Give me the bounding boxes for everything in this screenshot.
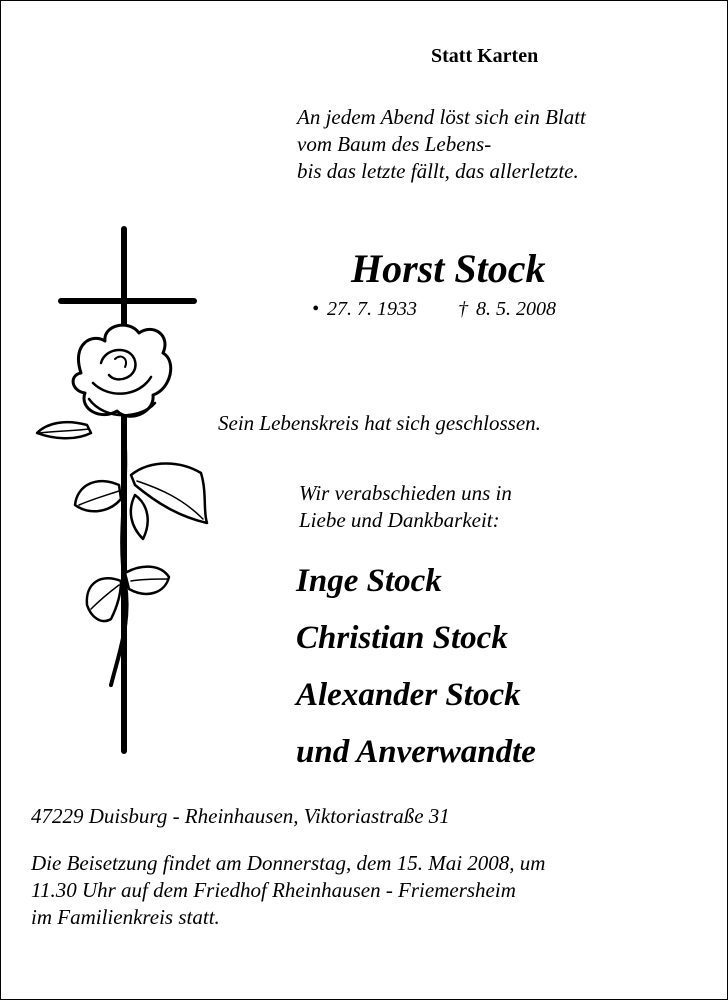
funeral-line: im Familienkreis statt. — [31, 905, 220, 929]
farewell-line: Liebe und Dankbarkeit: — [299, 508, 500, 532]
death-date-group — [453, 298, 556, 320]
farewell-text — [299, 480, 512, 534]
address: 47229 Duisburg - Rheinhausen, Viktoriastraße 31 — [31, 804, 450, 828]
birth-date: 27. 7. 1933 — [327, 298, 418, 320]
verse — [297, 104, 586, 185]
mourner-name: Inge Stock — [296, 563, 442, 599]
death-date: 8. 5. 2008 — [476, 298, 557, 320]
verse-line: An jedem Abend löst sich ein Blatt — [297, 105, 586, 129]
mourner-name: Christian Stock — [296, 620, 508, 656]
header-statt-karten: Statt Karten — [431, 45, 539, 67]
verse-line: bis das letzte fällt, das allerletzte. — [297, 159, 579, 183]
birth-symbol: • — [312, 298, 320, 320]
verse-line: vom Baum des Lebens- — [297, 132, 492, 156]
birth-date-group — [312, 298, 417, 321]
death-symbol: † — [458, 298, 469, 320]
funeral-line: 11.30 Uhr auf dem Friedhof Rheinhausen - Friemersheim — [31, 878, 516, 902]
funeral-line: Die Beisetzung findet am Donnerstag, dem 15. Mai 2008, um — [31, 851, 546, 875]
cross-with-rose-icon — [31, 223, 211, 763]
mourner-name: Alexander Stock — [296, 677, 521, 713]
farewell-line: Wir verabschieden uns in — [299, 481, 512, 505]
life-dates — [312, 298, 556, 321]
mourners-list — [296, 561, 536, 789]
life-circle-text: Sein Lebenskreis hat sich geschlossen. — [218, 411, 541, 435]
funeral-info — [31, 850, 545, 931]
deceased-name: Horst Stock — [351, 246, 546, 291]
mourner-name: und Anverwandte — [296, 734, 536, 770]
